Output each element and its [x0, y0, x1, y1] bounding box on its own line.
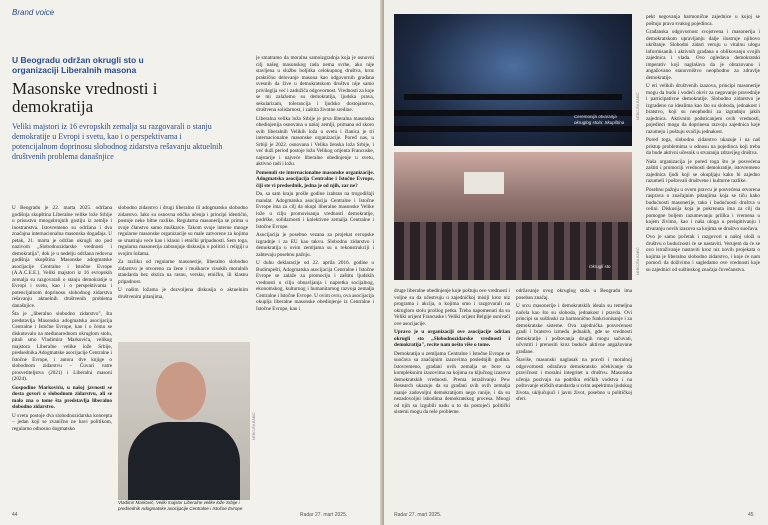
photo-credit: NEBOJŠA BABIĆ	[636, 92, 640, 120]
paragraph: Naša organizacija je pored toga što je posvećena zaštiti i promociji vrednosti demokratije, istovremeno zajednica ljudi koji se okupljaju kako bi zajedno razumeli i poštovali društvene i kulturne razlike.	[646, 158, 760, 184]
paragraph: Štaviše, masonski naglasak na pravdi i moralnoj odgovornosti odražava demokratsko očekivanje da pravičnost i moralni integritet u društvu. Masonska učenja pozivaju na podršku etičkih vodstva i na poštovanje etičkih standarda u svim aspektima ljudskog života, uključujući i javni život, posebno u političkoj sferi.	[516, 357, 632, 402]
paragraph: U svetu postoje dva slobodnozidarska koncepta – jedan koji se zvanično ne bavi politikom, regularno odnosno dogmatsko	[12, 412, 112, 432]
portrait-head	[156, 362, 206, 420]
projection-screen	[464, 172, 504, 194]
page-number-right: 45	[748, 512, 754, 518]
audience-crowd	[394, 222, 632, 280]
paragraph: Pored toga, slobodno zidarstvo ukazuje i na naš pristup problemima u odnosu na pojedinca koji treba da bude aktivni učesnik u stvaranju zdravijeg društva.	[646, 137, 760, 156]
paragraph: Asocijacija je posebno vezana za projekat evropske izgradnje i za EU kao takvu. Slobodno zidarstvo i demokratija u ovim zemljama su u rekonstrukciji i zahtevaju posebnu pažnju.	[256, 232, 374, 258]
interview-question: Pomenuli ste internacionalne masonske organizacije. Adogmatska asocijacija Centralne i Istočne Evrope, čiji ste vi predsednik, jedna je od njih, zar ne?	[256, 169, 374, 189]
paragraph: održavanje ovog okruglog stola u Beogradu ima poseban značaj.	[516, 288, 632, 301]
paragraph: je smatramo da moralna samoizgradnja koja je osnovni cilj našeg masonskog rada nema svrhe, ako nije stavljena u službu boljitka celokupnog društva, kroz praktičnu delovanje masona kao odgovornih građana svesnih da žive u demokratskom društvu nije samo privilegija već i zadužiča odgovornost. Vrednosti za koje se mi zalažemo su demokratija, ljudska prava, sekularizam, tolerancija i ljudsko dostojanstvo, društvena solidarnost, i zaštita životne sredine.	[256, 55, 374, 113]
paragraph: Liberalna velika loža Srbije je prva liberalna masonska obedinjenija osnovana u našoj zemlji, primana od skoro svih liberalnih Velikih loža u svetu i članica je tri internacionalne masonske organizacije. Poređ nas, u Srbiji je 2022. osnovana i Velika ženska loža Srbije, i već duži period postoje ložu Velikog orijenta Francuske, najstarije i najveće liberalne obedinjenje u svetu, aktivno radi i ložu.	[256, 115, 374, 167]
brand-voice-label: Brand voice	[12, 8, 55, 17]
paragraph: U Beogradu je 22. marta 2025. održana godišnja skupština Liberalne velike lože Srbije u prisustvu mnogobrojnih gostiju iz zemlje i inostranstva. Istovremeno su održana i dva značajna internacionalna masonska događaja. U petak, 21. marta je održan okrugli sto pod nazivom „Slobodnozidarske vrednosti i demokratija", dok je u nedelju održana redovna godišnja skupština Masonske adogmatske asocijacije Centralne i Istočne Evrope (A.A.C.E.E.). Veliki majstori iz 16 evropskih zemalja su razgovarali o stanju demokratije u Evropi i svetu, kao i o perspektivama i potencijalnom doprinosu slobodnog zidarstva rešavanju aktuelnih društvenih problema današnjice.	[12, 205, 112, 309]
paragraph: Građanska odgovornost svojstvena i masonerija i demokratskom upravljanju dalje ilustruje njihovo ukrštanje. Slobodni zidari veruju u vitalnu ulogu informisanih i aktivnih građana u oblikovanju svojih zajednica i vlada. Ovo ogledava demokratski imperativ koji naglašava da je obrazovano i angažovano stanovništvo neophodno za zdravlje demokratije.	[646, 29, 760, 81]
page-number-left: 44	[12, 512, 18, 518]
paragraph: Ovo je samo početak i razgovori u našoj uloži u društvu o budućnosti će se nastaviti. Verujem da će se ovo istraživanje nastaviti kroz niz novih projekata o kojima je liberalno slobodno zidarstvo, i koje će nam pomoći da doživimo i sagledamo ove vrednosti koje su zajednici od suštinskog značaja čovečanstva.	[646, 234, 760, 273]
audience-row	[404, 94, 622, 100]
paragraph: U duhu deklaracije od 22. aprila 2016. godine u Budimpešti, Adogmatska asocijacija Centralne i Istočne Evrope se zalaže za promociju i zaštitu ljudskih vrednosti u cilju obnavljanja i napretka socijalnog, ekonomskog, kulturnog i humanitarnog razvoja zemalja Centralne i Istočne Evrope. U ovim ovru, ova asocijacija okuplja liberalne masonske obedinjenje iz Centralne i Istočne Evrope, kao i	[256, 260, 374, 312]
right-page	[384, 0, 768, 525]
left-page	[0, 0, 383, 525]
interview-question: Gospodine Markoviću, u našoj javnosti se dosta govori o slobodnom zidarstvu, ali se malo zna o tome šta predstavlja liberalno slobodno zidarstvo.	[12, 384, 112, 410]
paragraph: U našim ložama je dozvoljena diskusija o aktuelnim društvenim pitanjima,	[118, 287, 248, 300]
portrait-body	[128, 422, 240, 500]
photo-credit: NEBOJŠA BABIĆ	[252, 412, 256, 440]
paragraph: U srcu masonerije i demokratskih ideala su temeljna načela kao što su sloboda, jednakost i pravda. Ovi principi su suštinski za harmonično funkcionisanje i za demokratske sisteme. Ova zajednička posvećenost gradi i bratstvo između jednakih, gde se vrednosti demokratije i poštovanja drugih mogu sačuvati, učvrstiti i prenositi kroz buduće aktivne angažovane građane.	[516, 303, 632, 355]
round-table-photo	[394, 152, 632, 280]
column-bottom-a	[394, 288, 510, 506]
article-title: Masonske vrednosti i demokratija	[12, 79, 158, 116]
paragraph: Za razliku od regularne masonerije, liberalno slobodno zidarstvo je otvoreno za žene i muškarce visokih moralnih standarda bez obzira na rasnu, versku, etničku, ili klasnu pripadnost.	[118, 259, 248, 285]
portrait-photo	[118, 342, 250, 500]
paragraph: druge liberalne obedinjenje koje poštuju ove vrednosti i voljne su da učestvuju u zajedničkoj misiji kroz niz programa i akcija, o kojima smo i razgovarali na okruglom stolu prošlog petka. Treba napomenuti da su Veliki orijent Francuske i Veliki orijent Belgije osnivači ove asocijacije.	[394, 288, 510, 327]
column-3	[256, 55, 374, 505]
column-bottom-b	[516, 288, 632, 506]
interview-question: Upravo je u organizaciji ove asocijacije održan okrugli sto „Slobodnozidarske vrednosti i demokratija", recite nam nešto više o tome.	[394, 329, 510, 348]
paragraph: Posebnu pažnju u ovom pravcu je posvećena otvorena rasprava o značajnim pitanjima koja se tiču kako budućnosti masonerije, tako i budućnosti društva u celini. Diskusija koja je pokrenuta ima za cilj da pomogne boljem razumevanju prilika i vremena u kojem živimo, kao i naša uloga u preispitivanju i stvaranju novih izazova sa kojima se društvo suočava.	[646, 186, 760, 232]
column-2	[118, 205, 248, 339]
footer-issue-right: Radar 27. mart 2025.	[394, 512, 442, 518]
paragraph: Da, sa sam kraju prošle godine izabran na trogodišnji mandat. Adogmatska asocijacija Centralne i Istočne Evrope ima za cilj da okupi liberalne masonske Velike lože u cilju promovisanja vrednosti demokratije, podrške, solidarnosti i kolektivne zemalja Centralne i Istočne Evrope.	[256, 191, 374, 230]
footer-issue-left: Radar 27. mart 2025.	[300, 512, 348, 518]
paragraph: pekt negovanja harmonične zajednice u kojoj se poštuju prava svakog pojedinca.	[646, 14, 760, 27]
ceremony-photo	[394, 14, 632, 146]
ceremony-caption: Ceremonija otvaranja okruglog stola: Skupština	[574, 114, 625, 125]
column-side	[646, 14, 760, 506]
round-table-caption: Okrugli sto	[589, 264, 611, 269]
paragraph: Demokratija u zemljama Centralne i Istočne Evrope se suočava sa značajnim izazovima poslednjih godina. Istovremeno, građani ovih zemalja se bore sa kompleksnim izazovima na kojima su ključnog izazova demokratskih vrednosti. Prema istraživanju Pew Research ukazuju da su građani svih ovih zemalja manje zadovoljni demokratijom nego ranije, i da su nezadovoljni ishodima demokratskog procesa. Mnogi od njih su izgubili nadu u to da postojeći politički sistemi mogu da reše probleme.	[394, 350, 510, 415]
article-kicker: U Beogradu održan okrugli sto u organizaciji Liberalnih masona	[12, 55, 144, 75]
paragraph: slobodno zidarstvo i drugi liberalno ili adogmatsko slobodno zidarstvo. Iako su osnovna etička učenja i principi identični, postoje neke bitne razlike. Regularna masonerija se prima u svoje članstvo samo muškarce. Takom svoje interne mnoge regularne masonske organizacije su male zatvorene za kojima se smatraju veće kao i klasni i etnički pripadnosti. Sem toga, regularna masonerija zabranjuje diskusiju o politici i religiji u svojim ložama.	[118, 205, 248, 257]
article-lead: Veliki majstori iz 16 evropskih zemalja su razgovarali o stanju demokratije u Evropi i svetu, kao i o perspektivama i potencijalnom doprinosu slobodnog zidarstva rešavanju aktuelnih društvenih problema današnjice	[12, 122, 223, 161]
column-1	[12, 205, 112, 505]
paragraph: Šta je „liberalno slobodno zidarstvo", šta predstavlja Masonska adogmatska asocijacija Centralne i Istočne Evrope, kao i o čemu se diskutovalo na međunarodnom okruglom stolu, pitali smo Vladimira Markovića, velikog majstora Liberalne velike lože Srbije, predsednika Adogmatske asocijacije Centralne i Istočne Evrope, i autora dve knjige o slobodnom zidarstvu – Čuvari vatre prosvetiteljstva (2021) i Liberalni masoni (2024).	[12, 311, 112, 382]
portrait-caption: Vladimir Marković, Veliki majstor Liberalne velike lože Srbije i predsednik Adogmatske asocijacije Centralne i Istočne Evrope	[118, 500, 243, 511]
audience-row	[394, 126, 632, 132]
paragraph: U eri velikih društvenih izazova, principi masonerije mogu da budu i vodeći okvir za negovanje pravednije i participativne demokratije. Slobodno zidarstvo je izgrađeno na idealima kao što su sloboda, jednakost i bratstvo, koji su neophodni za izgradnju jakih zajednica. Aktivnim podsticanjem ovih vrednosti, pojedinci mogu da doprinesu razvoju zajednica koje razumeju i poštuju svačiju jednakost.	[646, 83, 760, 135]
photo-credit: NEBOJŠA BABIĆ	[636, 247, 640, 275]
